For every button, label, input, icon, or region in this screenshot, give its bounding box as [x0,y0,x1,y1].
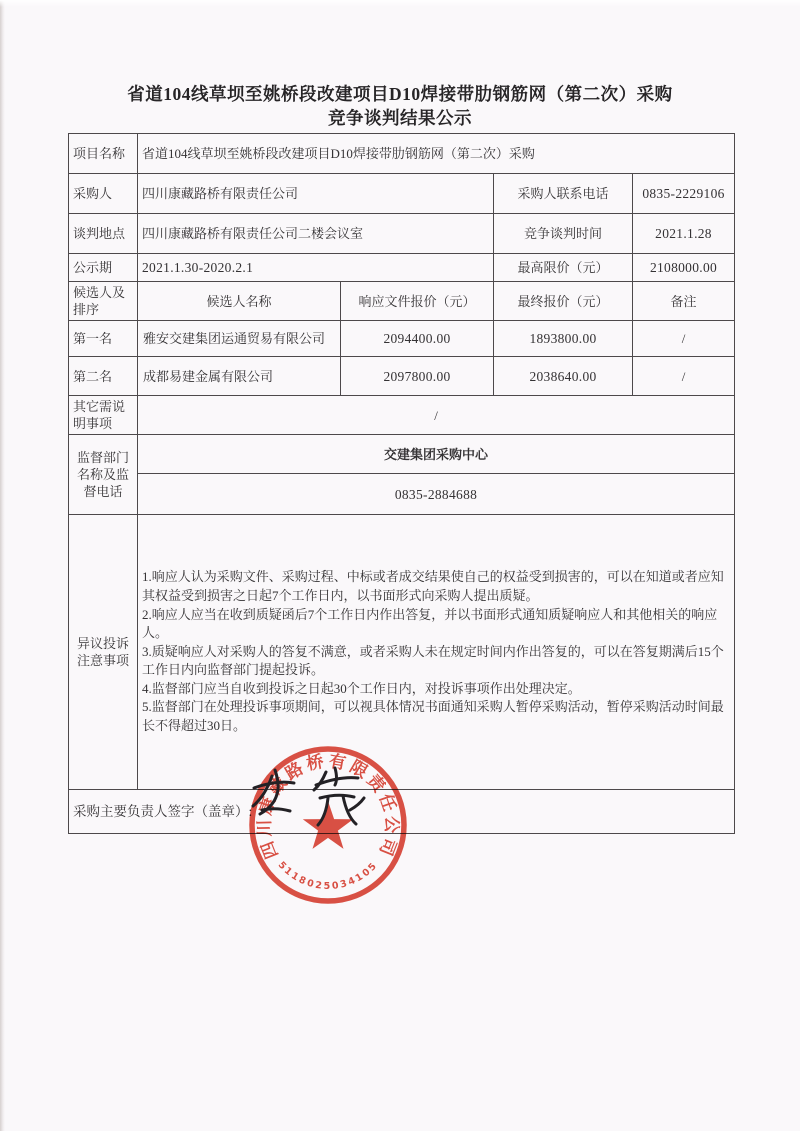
candidate-final-price: 1893800.00 [494,321,633,357]
candidates-header-row [69,282,735,321]
seal-serial-text: 5118025034105 [275,859,381,892]
objection-item-3: 3.质疑响应人对采购人的答复不满意，或者采购人未在规定时间内作出答复的，可以在答复期满后15个工作日内向监督部门提起投诉。 [142,643,724,678]
objection-item-2: 2.响应人应当在收到质疑函后7个工作日内作出答复，并以书面形式通知质疑响应人和其他相关的响应人。 [142,606,718,641]
supervision-phone: 0835-2884688 [138,474,735,515]
purchaser-phone-label: 采购人联系电话 [494,174,633,214]
negotiation-time-label: 竞争谈判时间 [494,214,633,254]
scan-left-edge [0,0,5,1131]
signature-row [69,790,735,834]
candidate-name: 成都易建金属有限公司 [138,357,341,396]
project-name-value: 省道104线草坝至姚桥段改建项目D10焊接带肋钢筋网（第二次）采购 [138,134,735,174]
candidate-rank: 第二名 [69,357,138,396]
supervision-row-1 [69,435,735,474]
seal-company-text: 四川康藏路桥有限责任公司 [254,751,402,862]
candidates-name-header: 候选人名称 [138,282,341,321]
candidate-name: 雅安交建集团运通贸易有限公司 [138,321,341,357]
objection-label: 异议投诉注意事项 [69,515,138,790]
other-notes-value: / [138,396,735,435]
title-line-1: 省道104线草坝至姚桥段改建项目D10焊接带肋钢筋网（第二次）采购 [127,84,673,104]
candidate-doc-price: 2094400.00 [341,321,494,357]
candidate-row-1 [69,321,735,357]
negotiation-place-label: 谈判地点 [69,214,138,254]
objection-body [138,515,735,790]
table-row [69,396,735,435]
objection-item-1: 1.响应人认为采购文件、采购过程、中标或者成交结果使自己的权益受到损害的，可以在知道或者应知其权益受到损害之日起7个工作日内，以书面形式向采购人提出质疑。 [142,569,724,603]
title-line-2: 竞争谈判结果公示 [328,108,472,128]
candidate-rank: 第一名 [69,321,138,357]
supervision-label: 监督部门名称及监督电话 [69,435,138,515]
candidate-final-price: 2038640.00 [494,357,633,396]
table-row [69,254,735,282]
table-row [69,174,735,214]
supervision-dept: 交建集团采购中心 [138,435,735,474]
signature-label: 采购主要负责人签字（盖章）: [69,790,735,834]
max-price-value: 2108000.00 [633,254,735,282]
purchaser-label: 采购人 [69,174,138,214]
negotiation-time-value: 2021.1.28 [633,214,735,254]
candidate-doc-price: 2097800.00 [341,357,494,396]
candidate-row-2 [69,357,735,396]
purchaser-phone-value: 0835-2229106 [633,174,735,214]
result-table [68,133,735,834]
candidates-remark-header: 备注 [633,282,735,321]
purchaser-value: 四川康藏路桥有限责任公司 [138,174,494,214]
negotiation-place-value: 四川康藏路桥有限责任公司二楼会议室 [138,214,494,254]
candidate-remark: / [633,321,735,357]
max-price-label: 最高限价（元） [494,254,633,282]
project-name-label: 项目名称 [69,134,138,174]
publicity-period-label: 公示期 [69,254,138,282]
objection-item-4: 4.监督部门应当自收到投诉之日起30个工作日内，对投诉事项作出处理决定。 [142,680,581,696]
scan-top-edge [0,0,800,7]
candidates-doc-price-header: 响应文件报价（元） [341,282,494,321]
candidate-remark: / [633,357,735,396]
document-title [0,82,800,130]
candidates-rank-header: 候选人及排序 [69,282,138,321]
supervision-row-2 [69,474,735,515]
table-row [69,214,735,254]
other-notes-label: 其它需说明事项 [69,396,138,435]
publicity-period-value: 2021.1.30-2020.2.1 [138,254,494,282]
candidates-final-price-header: 最终报价（元） [494,282,633,321]
table-row [69,134,735,174]
objection-row [69,515,735,790]
objection-item-5: 5.监督部门在处理投诉事项期间，可以视具体情况书面通知采购人暂停采购活动，暂停采购活动时间最长不得超过30日。 [142,699,724,734]
